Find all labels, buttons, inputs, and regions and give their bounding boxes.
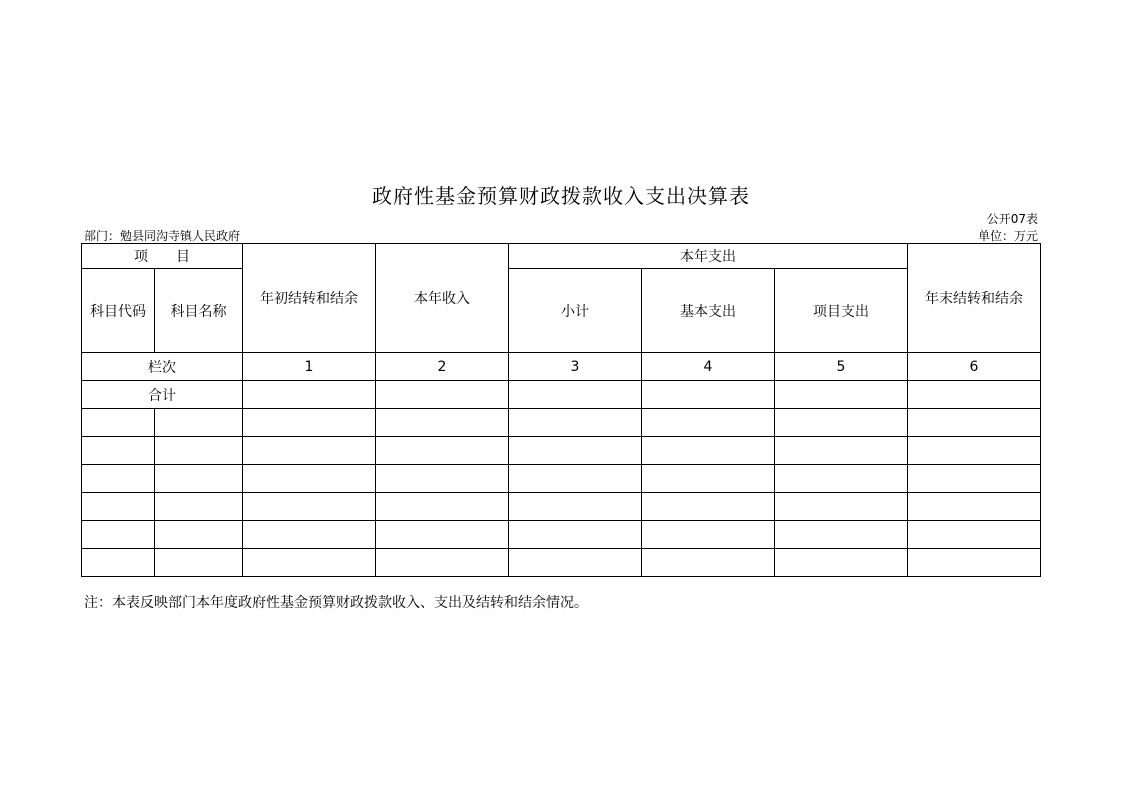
table-cell	[243, 409, 376, 437]
header-end-balance: 年末结转和结余	[908, 244, 1041, 353]
table-cell	[509, 549, 642, 577]
table-cell	[509, 521, 642, 549]
table-cell	[376, 493, 509, 521]
table-cell	[509, 465, 642, 493]
table-cell	[775, 493, 908, 521]
table-cell	[908, 465, 1041, 493]
header-basic-expense: 基本支出	[642, 269, 775, 353]
table-row	[82, 549, 1041, 577]
table-cell	[243, 521, 376, 549]
table-cell	[82, 437, 155, 465]
table-cell	[155, 437, 243, 465]
header-project-expense: 项目支出	[775, 269, 908, 353]
header-subject-name: 科目名称	[155, 269, 243, 353]
table-cell	[376, 521, 509, 549]
table-cell	[908, 493, 1041, 521]
footnote: 注：本表反映部门本年度政府性基金预算财政拨款收入、支出及结转和结余情况。	[84, 595, 588, 611]
table-cell	[243, 465, 376, 493]
header-subject-code: 科目代码	[82, 269, 155, 353]
table-row	[82, 521, 1041, 549]
table-cell	[775, 521, 908, 549]
col-index-cell: 1	[243, 353, 376, 381]
col-index-cell: 6	[908, 353, 1041, 381]
table-cell	[509, 437, 642, 465]
table-cell	[376, 381, 509, 409]
table-cell	[82, 465, 155, 493]
header-project: 项 目	[82, 244, 243, 269]
table-cell	[376, 549, 509, 577]
table-cell	[82, 493, 155, 521]
table-cell	[908, 381, 1041, 409]
col-index-cell: 5	[775, 353, 908, 381]
table-cell	[243, 381, 376, 409]
table-cell	[775, 409, 908, 437]
table-cell	[509, 381, 642, 409]
table-cell	[642, 521, 775, 549]
table-cell	[155, 549, 243, 577]
table-cell	[775, 381, 908, 409]
unit-label: 单位：万元	[977, 229, 1038, 243]
table-cell	[908, 409, 1041, 437]
table-cell	[775, 465, 908, 493]
page-title: 政府性基金预算财政拨款收入支出决算表	[372, 184, 750, 208]
table-cell	[908, 521, 1041, 549]
total-row	[82, 381, 1041, 409]
table-cell	[908, 549, 1041, 577]
table-cell	[376, 437, 509, 465]
table-cell	[376, 409, 509, 437]
table-cell	[376, 465, 509, 493]
table-cell	[155, 521, 243, 549]
table-cell	[82, 549, 155, 577]
table-cell	[509, 493, 642, 521]
col-index-cell: 4	[642, 353, 775, 381]
table-cell	[775, 549, 908, 577]
table-cell	[155, 465, 243, 493]
total-label: 合计	[82, 381, 243, 409]
header-expense-group: 本年支出	[509, 244, 908, 269]
table-cell	[908, 437, 1041, 465]
table-cell	[82, 409, 155, 437]
table-row	[82, 465, 1041, 493]
table-cell	[509, 409, 642, 437]
table-cell	[642, 493, 775, 521]
header-income: 本年收入	[376, 244, 509, 353]
table-cell	[243, 437, 376, 465]
table-cell	[155, 409, 243, 437]
table-cell	[155, 493, 243, 521]
col-index-cell: 2	[376, 353, 509, 381]
department-label: 部门：勉县同沟寺镇人民政府	[84, 229, 241, 243]
col-index-label: 栏次	[82, 353, 243, 381]
table-cell	[642, 381, 775, 409]
col-index-cell: 3	[509, 353, 642, 381]
table-cell	[82, 521, 155, 549]
table-cell	[243, 549, 376, 577]
table-cell	[642, 409, 775, 437]
table-row	[82, 493, 1041, 521]
table-cell	[775, 437, 908, 465]
header-begin-balance: 年初结转和结余	[243, 244, 376, 353]
table-cell	[642, 549, 775, 577]
table-cell	[642, 465, 775, 493]
table-row	[82, 409, 1041, 437]
header-subtotal: 小计	[509, 269, 642, 353]
table-cell	[642, 437, 775, 465]
table-row	[82, 437, 1041, 465]
budget-table	[81, 243, 1041, 577]
form-code: 公开07表	[986, 212, 1038, 226]
table-cell	[243, 493, 376, 521]
